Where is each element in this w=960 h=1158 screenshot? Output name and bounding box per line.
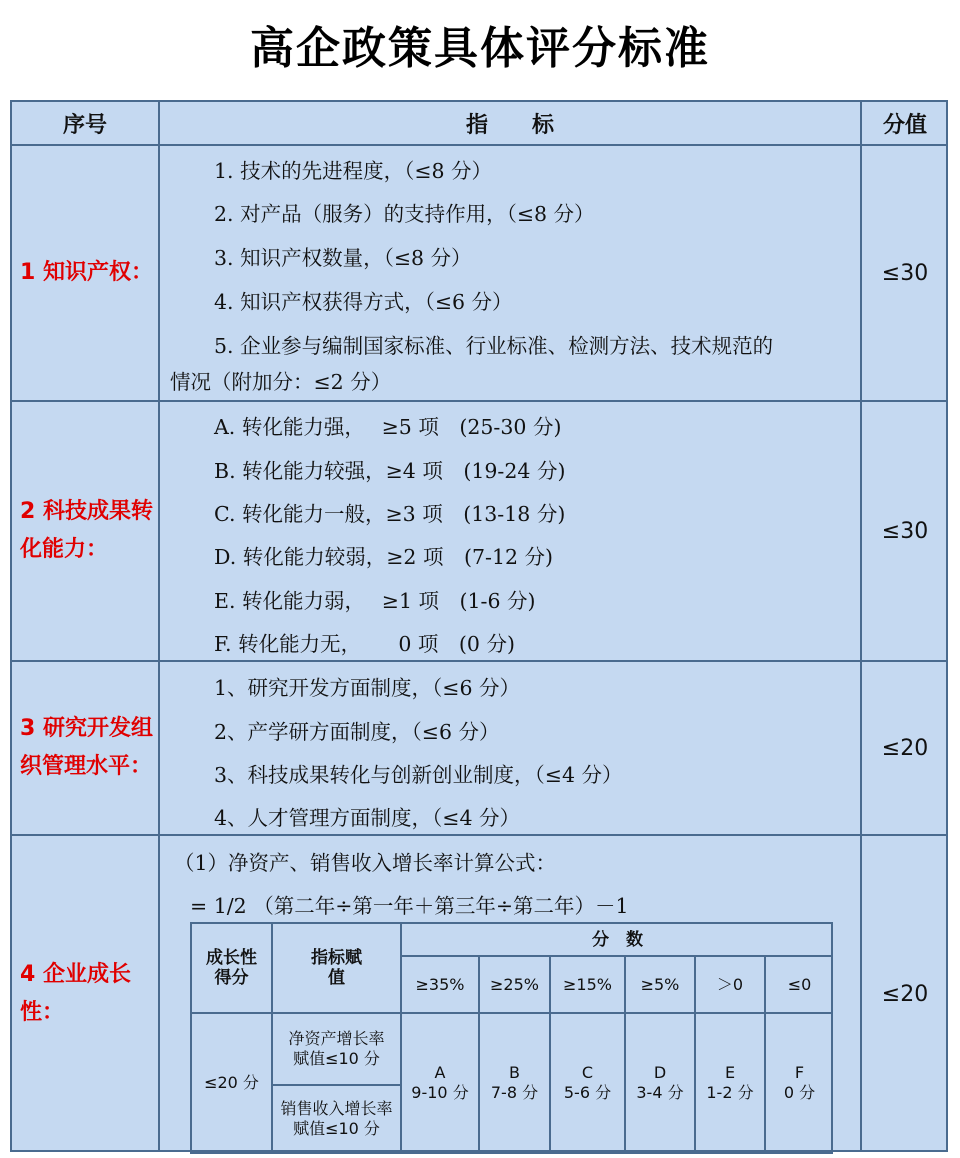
- threshold-cell: ≥15%: [563, 974, 612, 994]
- list-item: 4、人才管理方面制度，（≤4 分）: [214, 806, 521, 830]
- list-item: 1. 技术的先进程度，（≤8 分）: [214, 159, 493, 183]
- list-item: 3、科技成果转化与创新创业制度，（≤4 分）: [214, 763, 623, 787]
- grade-cell: [696, 1014, 764, 1152]
- list-item: 4. 知识产权获得方式，（≤6 分）: [214, 290, 513, 314]
- grade-range: 1-2 分: [706, 1083, 754, 1102]
- threshold-cell: ≤0: [787, 974, 812, 994]
- row-score: ≤20: [881, 735, 929, 761]
- list-item: 2、产学研方面制度，（≤6 分）: [214, 720, 500, 744]
- grade-letter: C: [581, 1063, 594, 1082]
- row-label-growth: 4 企业成长性：: [20, 962, 131, 1025]
- list-item: 情况（附加分：≤2 分）: [170, 370, 392, 394]
- threshold-cell: ≥5%: [640, 974, 680, 994]
- grade-range: 5-6 分: [563, 1083, 612, 1102]
- header-indicator: 指 标: [465, 112, 554, 138]
- grade-range: 9-10 分: [411, 1083, 469, 1102]
- row-label-rd-management: 3 研究开发组织管理水平：: [20, 716, 153, 779]
- row-score: ≤20: [881, 981, 929, 1007]
- header-score: 分值: [882, 112, 927, 138]
- page-title: 高企政策具体评分标准: [250, 23, 710, 74]
- threshold-cell: ≥25%: [490, 974, 539, 994]
- grade-cell: [402, 1014, 478, 1152]
- threshold-cell: ＞0: [716, 974, 744, 994]
- grade-letter: A: [434, 1063, 446, 1082]
- grade-letter: D: [653, 1063, 667, 1082]
- grade-cell: [551, 1014, 624, 1152]
- row-score: ≤30: [881, 518, 929, 544]
- indicator-header: 指标赋值: [311, 948, 362, 988]
- list-item: F. 转化能力无， 0 项 (0 分): [214, 632, 515, 656]
- grade-cell: [626, 1014, 694, 1152]
- score-header: 分 数: [592, 929, 643, 950]
- grade-letter: F: [794, 1063, 805, 1082]
- grade-letter: E: [724, 1063, 736, 1082]
- growth-score-cell: ≤20 分: [204, 1073, 259, 1092]
- grade-cell: [766, 1014, 833, 1152]
- growth-score-header: 成长性得分: [206, 948, 257, 988]
- list-item: 5. 企业参与编制国家标准、行业标准、检测方法、技术规范的: [214, 334, 774, 358]
- formula-title: （1）净资产、销售收入增长率计算公式：: [174, 851, 557, 875]
- list-item: 3. 知识产权数量，（≤8 分）: [214, 246, 472, 270]
- grade-range: 3-4 分: [636, 1083, 684, 1102]
- row-label-conversion: 2 科技成果转化能力：: [20, 499, 153, 562]
- row-score: ≤30: [881, 260, 929, 286]
- threshold-cell: ≥35%: [415, 974, 465, 994]
- list-item: B. 转化能力较强，≥4 项 (19-24 分): [214, 459, 566, 483]
- list-item: C. 转化能力一般，≥3 项 (13-18 分): [214, 502, 566, 526]
- grade-range: 0 分: [783, 1083, 816, 1102]
- net-asset-indicator: 净资产增长率赋值≤10 分: [288, 1029, 385, 1068]
- grade-letter: B: [509, 1063, 520, 1082]
- list-item: D. 转化能力较弱，≥2 项 (7-12 分): [214, 545, 554, 569]
- list-item: 1、研究开发方面制度，（≤6 分）: [214, 676, 521, 700]
- row-label-ip: 1 知识产权：: [20, 260, 153, 285]
- list-item: E. 转化能力弱， ≥1 项 (1-6 分): [214, 589, 536, 613]
- list-item: 2. 对产品（服务）的支持作用，（≤8 分）: [214, 202, 595, 226]
- list-item: A. 转化能力强， ≥5 项 (25-30 分): [214, 415, 562, 439]
- grade-range: 7-8 分: [490, 1083, 539, 1102]
- formula: = 1/2 （第二年÷第一年＋第三年÷第二年）－1: [190, 894, 629, 918]
- grade-cell: [480, 1014, 549, 1152]
- header-seq: 序号: [62, 112, 107, 138]
- sales-indicator: 销售收入增长率赋值≤10 分: [280, 1099, 393, 1138]
